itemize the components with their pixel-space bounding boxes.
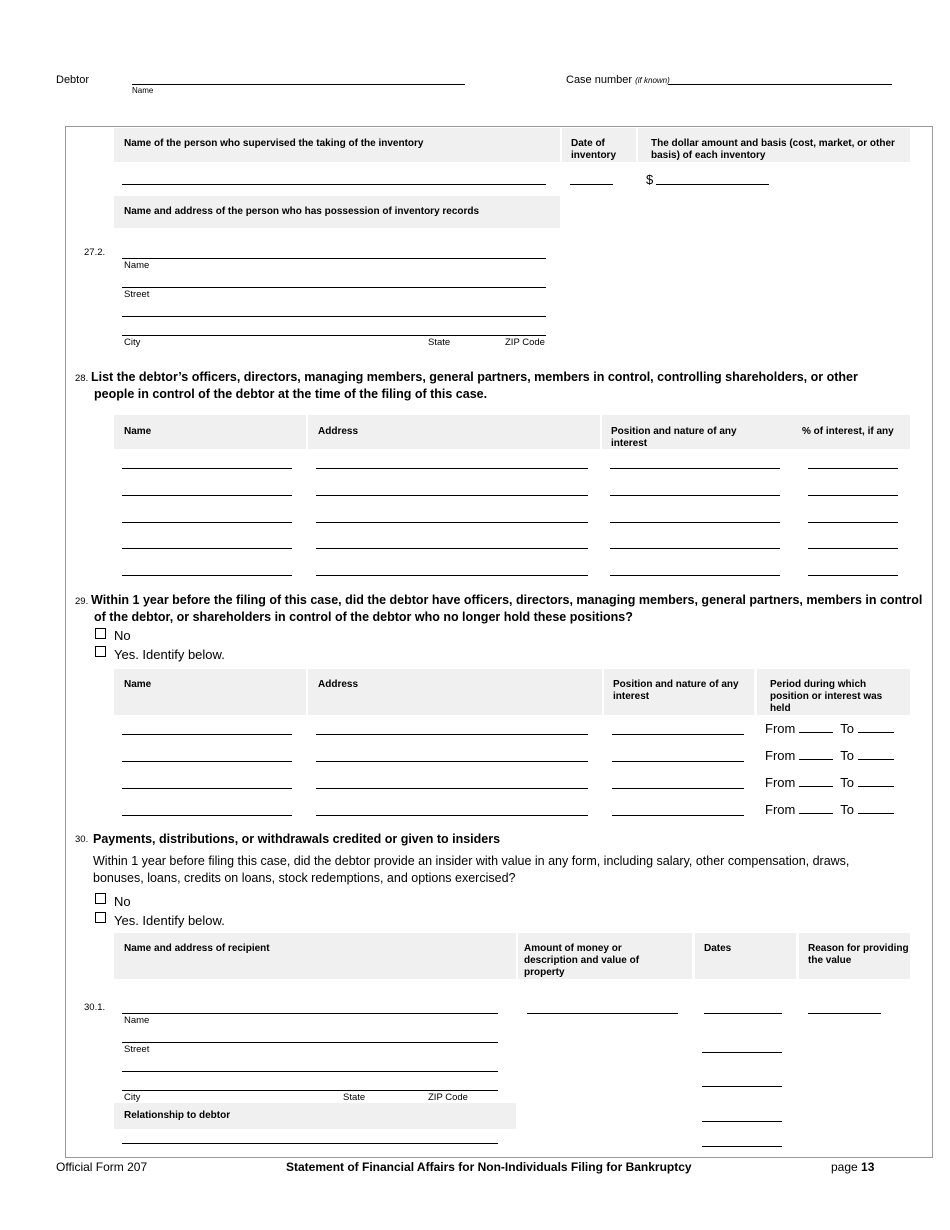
form-frame <box>65 126 933 1158</box>
sec28-col-interest: % of interest, if any <box>802 426 894 437</box>
sec28-row-1-field-2[interactable] <box>316 468 588 469</box>
to-field[interactable] <box>858 802 894 814</box>
name-sublabel: Name <box>132 86 154 95</box>
sec28-number: 28. <box>75 373 89 384</box>
sec29-row-4-field-2[interactable] <box>316 815 588 816</box>
sec27-item-number: 27.2. <box>84 247 106 258</box>
sec29-row-4-field-3[interactable] <box>612 815 744 816</box>
sec30-zip-label: ZIP Code <box>428 1092 468 1103</box>
footer-page <box>831 1160 874 1174</box>
sec29-col-address: Address <box>318 679 359 690</box>
sec28-row-3-field-3[interactable] <box>610 522 780 523</box>
sec28-row-1-field-1[interactable] <box>122 468 292 469</box>
debtor-name-field[interactable] <box>132 84 465 85</box>
sec28-col-name: Name <box>124 426 152 437</box>
sec30-name-field[interactable] <box>122 1013 498 1014</box>
from-field[interactable] <box>799 775 833 787</box>
from-label: From <box>765 721 796 736</box>
sec29-row-1-field-1[interactable] <box>122 734 292 735</box>
case-number-label <box>566 74 670 86</box>
sec28-row-2-field-1[interactable] <box>122 495 292 496</box>
sec27-street2-field[interactable] <box>122 316 546 317</box>
sec30-yes-checkbox[interactable] <box>95 912 106 923</box>
to-field[interactable] <box>858 775 894 787</box>
sec28-row-3-field-4[interactable] <box>808 522 898 523</box>
case-number-field[interactable] <box>668 84 892 85</box>
sec30-col-recipient: Name and address of recipient <box>124 943 270 954</box>
to-label: To <box>840 802 854 817</box>
to-label: To <box>840 748 854 763</box>
sec30-title: Payments, distributions, or withdrawals credited or given to insiders <box>93 832 501 846</box>
sec29-row-3-field-3[interactable] <box>612 788 744 789</box>
sec28-row-3-field-2[interactable] <box>316 522 588 523</box>
sec29-question-line1: Within 1 year before the filing of this case, did the debtor have officers, directors, managing members, general partners, members in control <box>91 593 923 607</box>
sec27-name-field[interactable] <box>122 258 546 259</box>
sec29-row-2-field-2[interactable] <box>316 761 588 762</box>
sec28-row-5-field-4[interactable] <box>808 575 898 576</box>
sec28-question-line1: List the debtor’s officers, directors, managing members, general partners, members in control, controlling shareholders, or other <box>91 370 858 384</box>
sec28-col-position: Position and nature of any interest <box>611 426 737 449</box>
sec30-relationship-field[interactable] <box>122 1143 498 1144</box>
sec27-supervisor-field[interactable] <box>122 184 546 185</box>
from-label: From <box>765 775 796 790</box>
sec28-row-4-field-3[interactable] <box>610 548 780 549</box>
sec28-row-4-field-4[interactable] <box>808 548 898 549</box>
sec27-amount-field[interactable] <box>656 184 769 185</box>
to-field[interactable] <box>858 721 894 733</box>
from-field[interactable] <box>799 721 833 733</box>
from-label: From <box>765 748 796 763</box>
sec30-body-line2: bonuses, loans, credits on loans, stock redemptions, and options exercised? <box>93 871 516 885</box>
sec30-street-field[interactable] <box>122 1042 498 1043</box>
sec30-reason-field[interactable] <box>808 1013 881 1014</box>
sec30-header-recipient-bg <box>114 933 516 979</box>
sec27-col-amount: The dollar amount and basis (cost, market, or other basis) of each inventory <box>651 138 895 161</box>
sec29-no-label: No <box>114 628 131 643</box>
footer-page-number: 13 <box>861 1160 875 1174</box>
sec30-name-label: Name <box>124 1015 150 1026</box>
sec28-col-address: Address <box>318 426 359 437</box>
from-field[interactable] <box>799 748 833 760</box>
sec29-row-2-field-1[interactable] <box>122 761 292 762</box>
sec28-row-2-field-4[interactable] <box>808 495 898 496</box>
sec29-row-1-field-3[interactable] <box>612 734 744 735</box>
sec28-row-2-field-2[interactable] <box>316 495 588 496</box>
sec28-row-2-field-3[interactable] <box>610 495 780 496</box>
sec30-date-field-4[interactable] <box>702 1121 782 1122</box>
sec27-street-label: Street <box>124 289 150 300</box>
sec28-row-3-field-1[interactable] <box>122 522 292 523</box>
sec29-row-3-period <box>765 775 894 790</box>
sec27-state-label: State <box>428 337 451 348</box>
sec30-street-label: Street <box>124 1044 150 1055</box>
from-label: From <box>765 802 796 817</box>
sec30-city-label: City <box>124 1092 141 1103</box>
sec29-number: 29. <box>75 596 89 607</box>
sec29-row-4-field-1[interactable] <box>122 815 292 816</box>
sec29-row-3-field-1[interactable] <box>122 788 292 789</box>
sec28-row-4-field-1[interactable] <box>122 548 292 549</box>
sec29-row-3-field-2[interactable] <box>316 788 588 789</box>
sec30-relationship-label: Relationship to debtor <box>124 1110 231 1121</box>
debtor-label: Debtor <box>56 74 90 86</box>
sec30-col-reason: Reason for providing the value <box>808 943 909 966</box>
sec29-yes-label: Yes. Identify below. <box>114 647 225 662</box>
sec30-yes-label: Yes. Identify below. <box>114 913 225 928</box>
sec27-dollar-sign: $ <box>646 172 654 187</box>
sec28-row-1-field-3[interactable] <box>610 468 780 469</box>
sec29-header-address-bg <box>308 669 602 715</box>
sec28-question-line2: people in control of the debtor at the time of the filing of this case. <box>94 387 488 401</box>
case-number-note: (if known) <box>635 76 670 85</box>
sec29-row-1-field-2[interactable] <box>316 734 588 735</box>
sec28-row-1-field-4[interactable] <box>808 468 898 469</box>
to-field[interactable] <box>858 748 894 760</box>
sec29-header-name-bg <box>114 669 306 715</box>
sec28-row-5-field-1[interactable] <box>122 575 292 576</box>
sec29-row-4-period <box>765 802 894 817</box>
sec29-row-2-period <box>765 748 894 763</box>
sec30-number: 30. <box>75 834 89 845</box>
sec29-no-checkbox[interactable] <box>95 628 106 639</box>
sec30-state-label: State <box>343 1092 366 1103</box>
sec30-item-number: 30.1. <box>84 1002 106 1013</box>
sec29-col-period: Period during which position or interest was held <box>770 679 883 714</box>
case-number-text: Case number <box>566 74 633 86</box>
sec27-col-supervisor: Name of the person who supervised the taking of the inventory <box>124 138 424 149</box>
sec29-row-1-period <box>765 721 894 736</box>
sec29-yes-checkbox[interactable] <box>95 646 106 657</box>
sec29-question-line2: of the debtor, or shareholders in control of the debtor who no longer hold these positions? <box>94 610 633 624</box>
sec28-row-5-field-2[interactable] <box>316 575 588 576</box>
sec30-date-field-3[interactable] <box>702 1086 782 1087</box>
footer-page-label: page <box>831 1160 858 1174</box>
from-field[interactable] <box>799 802 833 814</box>
sec30-col-amount: Amount of money or description and value of property <box>524 943 640 978</box>
sec30-date-field-2[interactable] <box>702 1052 782 1053</box>
sec30-no-checkbox[interactable] <box>95 893 106 904</box>
sec27-date-field[interactable] <box>570 184 613 185</box>
to-label: To <box>840 775 854 790</box>
sec29-row-2-field-3[interactable] <box>612 761 744 762</box>
sec27-name-label: Name <box>124 260 150 271</box>
sec30-no-label: No <box>114 894 131 909</box>
to-label: To <box>840 721 854 736</box>
sec30-city-field[interactable] <box>122 1090 498 1091</box>
sec27-street-field[interactable] <box>122 287 546 288</box>
sec29-col-position: Position and nature of any interest <box>613 679 739 702</box>
sec30-date-field-5[interactable] <box>702 1146 782 1147</box>
sec29-col-name: Name <box>124 679 152 690</box>
sec30-amount-field[interactable] <box>527 1013 678 1014</box>
sec27-city-field[interactable] <box>122 335 546 336</box>
sec28-row-4-field-2[interactable] <box>316 548 588 549</box>
footer-title: Statement of Financial Affairs for Non-Individuals Filing for Bankruptcy <box>286 1160 692 1174</box>
sec27-zip-label: ZIP Code <box>505 337 545 348</box>
sec27-city-label: City <box>124 337 141 348</box>
sec30-header-dates-bg <box>695 933 796 979</box>
sec30-col-dates: Dates <box>704 943 732 954</box>
sec30-body-line1: Within 1 year before filing this case, did the debtor provide an insider with value in any form, including salary, other compensation, draws, <box>93 854 850 868</box>
sec27-col-date: Date of inventory <box>571 138 617 161</box>
sec27-possession-header: Name and address of the person who has possession of inventory records <box>124 206 480 217</box>
sec30-date-field-1[interactable] <box>704 1013 782 1014</box>
sec28-row-5-field-3[interactable] <box>610 575 780 576</box>
sec30-street2-field[interactable] <box>122 1071 498 1072</box>
footer-form-name: Official Form 207 <box>56 1160 148 1174</box>
